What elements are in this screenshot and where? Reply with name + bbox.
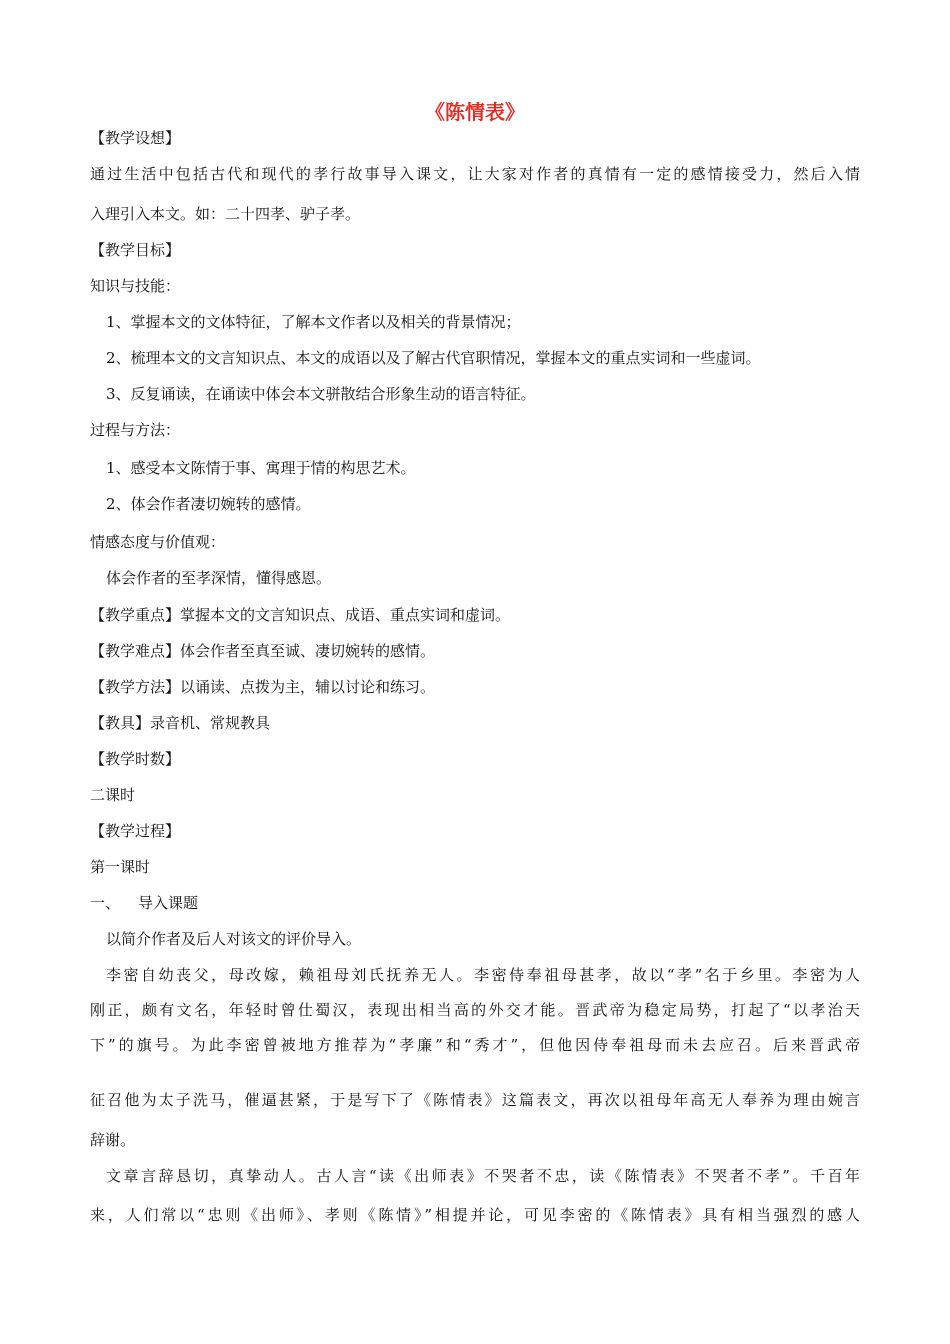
- list-item: 2、梳理本文的文言知识点、本文的成语以及了解古代官职情况，掌握本文的重点实词和一些虚词。: [106, 349, 761, 367]
- method-line: 【教学方法】以诵读、点拨为主，辅以讨论和练习。: [90, 678, 436, 696]
- section-title: 导入课题: [138, 894, 199, 912]
- hours-line: 二课时: [90, 786, 136, 804]
- paragraph-line: 入理引入本文。如：二十四孝、驴子孝。: [90, 205, 361, 223]
- paragraph-line: 以简介作者及后人对该文的评价导入。: [106, 930, 362, 948]
- section-number: 一、: [90, 894, 121, 912]
- subheading-knowledge: 知识与技能：: [90, 277, 181, 295]
- paragraph-line: 辞谢。: [90, 1131, 136, 1149]
- heading-teaching-idea: 【教学设想】: [90, 129, 181, 147]
- tools-line: 【教具】录音机、常规教具: [90, 714, 271, 732]
- paragraph-line: 征召他为太子洗马，催逼甚紧，于是写下了《陈情表》这篇表文，再次以祖母年高无人奉养为理由婉言: [90, 1091, 860, 1109]
- section-heading: [90, 893, 198, 913]
- list-item: 1、感受本文陈情于事、寓理于情的构思艺术。: [106, 459, 416, 477]
- list-item: 2、体会作者凄切婉转的感情。: [106, 495, 311, 513]
- heading-hours: 【教学时数】: [90, 750, 181, 768]
- paragraph-line: 李密自幼丧父，母改嫁，赖祖母刘氏抚养无人。李密侍奉祖母甚孝，故以“孝”名于乡里。李密为人: [106, 966, 860, 984]
- list-item: 1、掌握本文的文体特征，了解本文作者以及相关的背景情况；: [106, 313, 521, 331]
- list-item: 3、反复诵读，在诵读中体会本文骈散结合形象生动的语言特征。: [106, 385, 536, 403]
- lesson-label: 第一课时: [90, 858, 151, 876]
- heading-procedure: 【教学过程】: [90, 822, 181, 840]
- subheading-process: 过程与方法：: [90, 421, 181, 439]
- heading-teaching-goal: 【教学目标】: [90, 241, 181, 259]
- paragraph-line: 通过生活中包括古代和现代的孝行故事导入课文，让大家对作者的真情有一定的感情接受力，然后入情: [90, 165, 860, 183]
- paragraph-line: 下”的旗号。为此李密曾被地方推荐为“孝廉”和“秀才”，但他因侍奉祖母而未去应召。后来晋武帝: [90, 1036, 860, 1054]
- document-title: 《陈情表》: [425, 100, 525, 124]
- key-points-line: 【教学重点】掌握本文的文言知识点、成语、重点实词和虚词。: [90, 606, 511, 624]
- difficulty-line: 【教学难点】体会作者至真至诚、凄切婉转的感情。: [90, 642, 436, 660]
- paragraph-line: 来，人们常以“忠则《出师》、孝则《陈情》”相提并论，可见李密的《陈情表》具有相当强烈的感人: [90, 1206, 860, 1224]
- paragraph-line: 文章言辞恳切，真挚动人。古人言“读《出师表》不哭者不忠，读《陈情表》不哭者不孝”。千百年: [106, 1167, 860, 1185]
- subheading-emotion: 情感态度与价值观：: [90, 533, 226, 551]
- paragraph-line: 刚正，颇有文名，年轻时曾仕蜀汉，表现出相当高的外交才能。晋武帝为稳定局势，打起了“以孝治天: [90, 1001, 860, 1019]
- paragraph-line: 体会作者的至孝深情，懂得感恩。: [106, 569, 332, 587]
